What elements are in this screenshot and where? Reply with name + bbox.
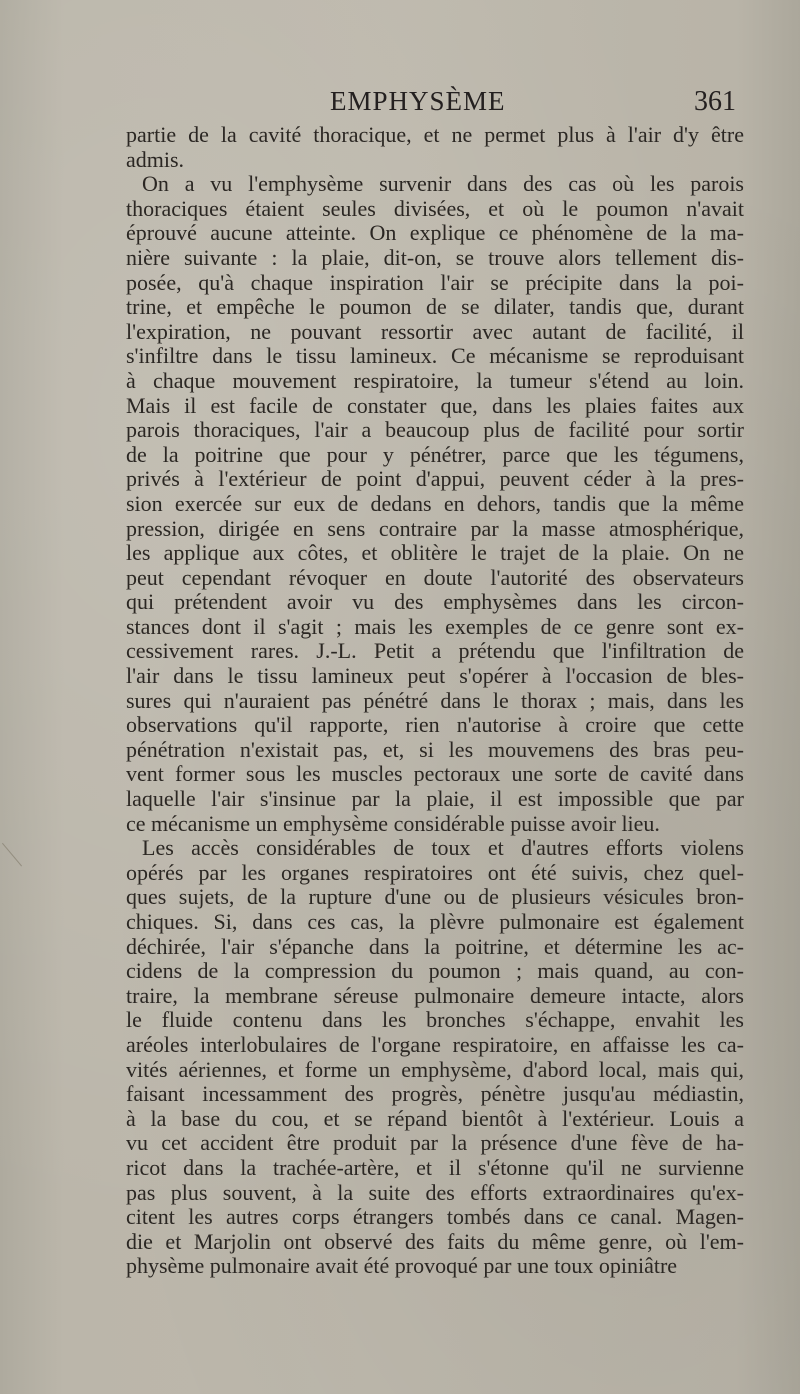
text-line: éprouvé aucune atteinte. On explique ce phénomène de la ma- — [126, 220, 744, 246]
text-line: l'air dans le tissu lamineux peut s'opérer à l'occasion de bles- — [126, 663, 744, 689]
text-line: physème pulmonaire avait été provoqué par une toux opiniâtre — [126, 1253, 678, 1279]
text-line: vités aériennes, et forme un emphysème, d'abord local, mais qui, — [126, 1056, 744, 1082]
text-line: nière suivante : la plaie, dit-on, se trouve alors tellement dis- — [126, 244, 744, 270]
text-line: déchirée, l'air s'épanche dans la poitrine, et détermine les ac- — [126, 933, 744, 959]
text-line: le fluide contenu dans les bronches s'échappe, envahit les — [126, 1007, 744, 1033]
paragraph-start-line: Les accès considérables de toux et d'autres efforts violens — [142, 835, 744, 861]
text-line: partie de la cavité thoracique, et ne permet plus à l'air d'y être — [126, 122, 744, 147]
text-line: pénétration n'existait pas, et, si les mouvemens des bras peu- — [126, 736, 744, 762]
text-line: traire, la membrane séreuse pulmonaire demeure intacte, alors — [126, 982, 744, 1008]
text-line: Mais il est facile de constater que, dans les plaies faites aux — [126, 392, 744, 418]
text-line: die et Marjolin ont observé des faits du même genre, où l'em- — [126, 1228, 744, 1254]
text-line: pas plus souvent, à la suite des efforts extraordinaires qu'ex- — [126, 1179, 744, 1205]
text-line: s'infiltre dans le tissu lamineux. Ce mécanisme se reproduisant — [126, 343, 744, 369]
text-line: thoraciques étaient seules divisées, et où le poumon n'avait — [126, 195, 744, 221]
text-line: pression, dirigée en sens contraire par la masse atmosphérique, — [126, 515, 744, 541]
text-line: observations qu'il rapporte, rien n'autorise à croire que cette — [126, 712, 744, 738]
running-title: EMPHYSÈME — [330, 86, 506, 116]
text-line: privés à l'extérieur de point d'appui, peuvent céder à la pres- — [126, 466, 744, 492]
text-line: l'expiration, ne pouvant ressortir avec autant de facilité, il — [126, 318, 744, 344]
text-line: citent les autres corps étrangers tombés dans ce canal. Magen- — [126, 1204, 744, 1230]
running-head — [0, 86, 800, 122]
text-line: les applique aux côtes, et oblitère le trajet de la plaie. On ne — [126, 540, 744, 566]
text-line: vent former sous les muscles pectoraux une sorte de cavité dans — [126, 761, 744, 787]
text-line: ce mécanisme un emphysème considérable puisse avoir lieu. — [126, 810, 660, 836]
text-line: opérés par les organes respiratoires ont été suivis, chez quel- — [126, 859, 744, 885]
text-line: peut cependant révoquer en doute l'autorité des observateurs — [126, 564, 744, 590]
text-line: stances dont il s'agit ; mais les exemples de ce genre sont ex- — [126, 613, 744, 639]
text-line: aréoles interlobulaires de l'organe respiratoire, en affaisse les ca- — [126, 1031, 744, 1057]
text-line: de la poitrine que pour y pénétrer, parce que les tégumens, — [126, 441, 744, 467]
text-line: à la base du cou, et se répand bientôt à l'extérieur. Louis a — [126, 1105, 744, 1131]
text-line: chiques. Si, dans ces cas, la plèvre pulmonaire est également — [126, 909, 744, 934]
text-line: vu cet accident être produit par la présence d'une fève de ha- — [126, 1130, 744, 1156]
text-line: cessivement rares. J.-L. Petit a prétendu que l'infiltration de — [126, 638, 744, 664]
text-line: posée, qu'à chaque inspiration l'air se précipite dans la poi- — [126, 269, 744, 295]
text-line: ques sujets, de la rupture d'une ou de plusieurs vésicules bron- — [126, 884, 744, 910]
text-line: à chaque mouvement respiratoire, la tumeur s'étend au loin. — [126, 367, 744, 393]
text-line: laquelle l'air s'insinue par la plaie, il est impossible que par — [126, 786, 744, 812]
text-line: sion exercée sur eux de dedans en dehors, tandis que la même — [126, 490, 744, 516]
page-number: 361 — [694, 86, 736, 117]
text-line: sures qui n'auraient pas pénétré dans le thorax ; mais, dans les — [126, 687, 744, 713]
paper-mark — [2, 824, 45, 867]
text-line: ricot dans la trachée-artère, et il s'étonne qu'il ne survienne — [126, 1154, 744, 1180]
text-line: qui prétendent avoir vu des emphysèmes dans les circon- — [126, 589, 744, 615]
body-text — [126, 123, 744, 1279]
paragraph-start-line: On a vu l'emphysème survenir dans des cas où les parois — [142, 171, 744, 197]
text-line: cidens de la compression du poumon ; mais quand, au con- — [126, 958, 744, 984]
text-line: admis. — [126, 146, 185, 172]
text-line: trine, et empêche le poumon de se dilater, tandis que, durant — [126, 294, 744, 320]
text-line: faisant incessamment des progrès, pénètre jusqu'au médiastin, — [126, 1081, 744, 1107]
text-line: parois thoraciques, l'air a beaucoup plus de facilité pour sortir — [126, 417, 744, 443]
